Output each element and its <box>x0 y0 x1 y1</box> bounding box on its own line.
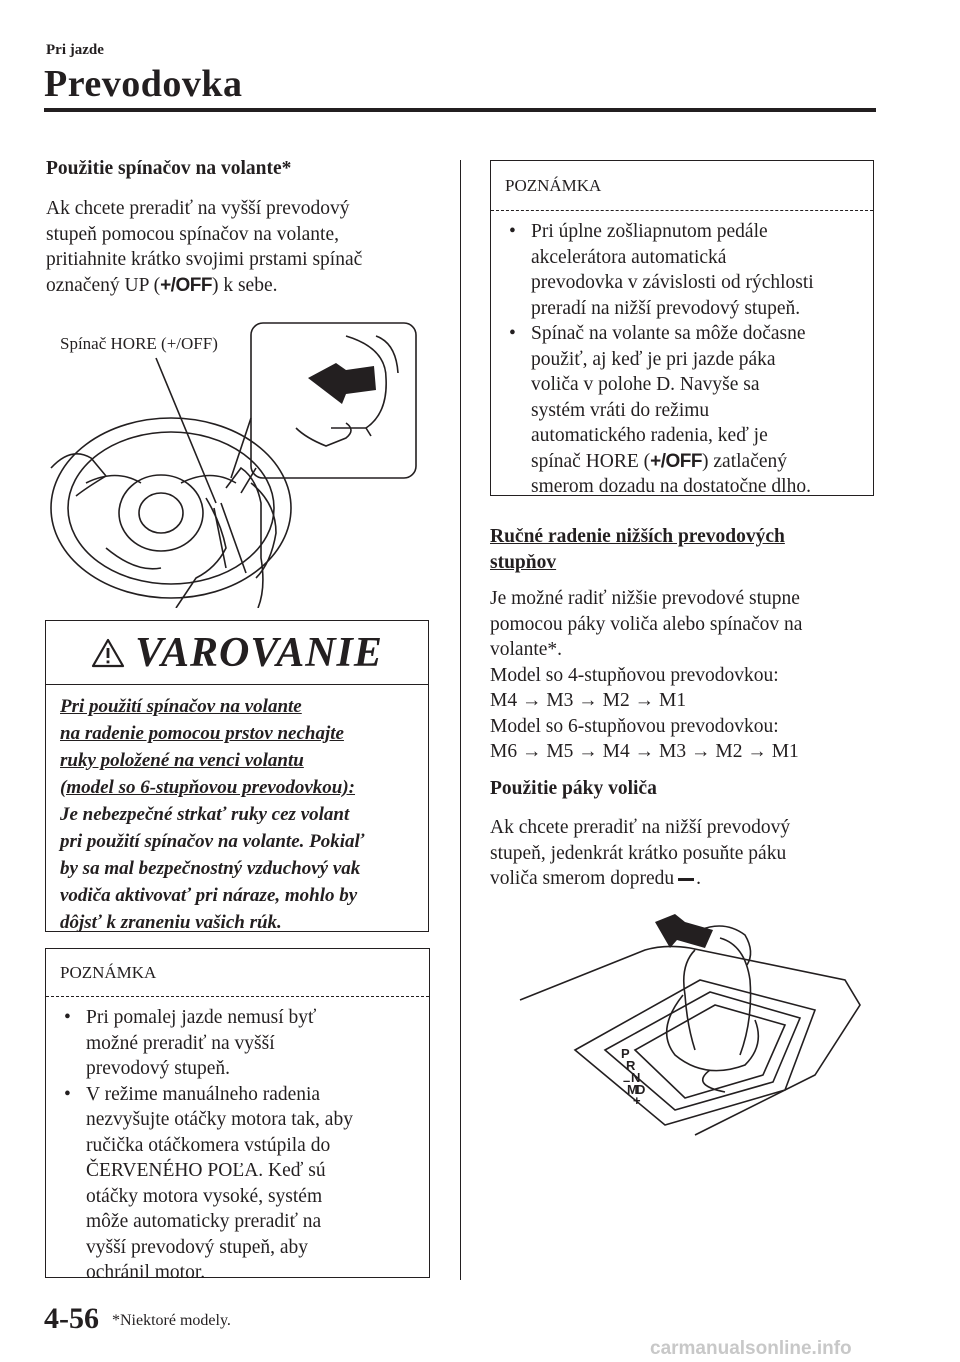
steering-wheel-illustration <box>46 318 436 608</box>
warning-box <box>45 620 429 932</box>
manual-downshift-heading: Ručné radenie nižších prevodových stupňov <box>490 526 785 573</box>
text-line: Model so 4-stupňovou prevodovkou: <box>490 664 779 686</box>
footnote: *Niektoré modely. <box>112 1312 231 1329</box>
text-line: Ak chcete preradiť na nižší prevodový <box>490 817 791 838</box>
steering-switch-heading: Použitie spínačov na volante* <box>46 158 292 179</box>
text-line: pritiahnite krátko svojimi prstami spínač <box>46 249 363 270</box>
text-line: pomocou páky voliča alebo spínačov na <box>490 613 803 635</box>
warning-line: by sa mal bezpečnostný vzduchový vak <box>60 858 361 879</box>
title-rule <box>44 108 876 112</box>
text-line: voliča smerom dopredu . <box>490 868 701 889</box>
warning-line: Je nebezpečné strkať ruky cez volant <box>60 804 350 825</box>
warning-triangle-icon <box>91 638 125 668</box>
shifter-label-plus: + <box>633 1093 641 1108</box>
note-list <box>509 219 871 500</box>
text-line: Ak chcete preradiť na vyšší prevodový <box>46 198 350 219</box>
note-title: POZNÁMKA <box>491 161 873 211</box>
shifter-label-p: P <box>621 1046 630 1061</box>
text-line: označený UP (+/OFF) k sebe. <box>46 273 432 299</box>
text-line: Model so 6-stupňovou prevodovkou: <box>490 715 779 737</box>
shifter-label-minus: – <box>623 1073 631 1088</box>
note-box-right <box>490 160 874 496</box>
warning-line: pri použití spínačov na volante. Pokiaľ <box>60 831 365 852</box>
steering-switch-paragraph <box>46 196 432 298</box>
selector-lever-paragraph <box>490 815 876 892</box>
section-label: Pri jazde <box>46 42 104 58</box>
text-line: stupeň, jedenkrát krátko posuňte páku <box>490 842 787 864</box>
warning-line: (model so 6-stupňovou prevodovkou): <box>60 777 356 798</box>
page-title: Prevodovka <box>44 63 243 105</box>
manual-downshift-paragraph <box>490 586 876 765</box>
arrow-icon <box>655 914 713 948</box>
warning-line: na radenie pomocou prstov nechajte <box>60 723 344 744</box>
warning-line: dôjsť k zraneniu vašich rúk. <box>60 912 282 933</box>
warning-text <box>60 693 420 936</box>
warning-line: Pri použití spínačov na volante <box>60 696 302 717</box>
warning-line: ruky položené na venci volantu <box>60 750 304 771</box>
shifter-label-r: R <box>626 1058 636 1073</box>
selector-lever-heading: Použitie páky voliča <box>490 778 657 799</box>
gear-sequence-4: M4 → M3 → M2 → M1 <box>490 690 687 711</box>
note-title: POZNÁMKA <box>46 949 429 997</box>
shifter-label-d: D <box>636 1082 646 1097</box>
text-line: stupeň pomocou spínačov na volante, <box>46 223 339 245</box>
arrow-icon <box>308 363 376 404</box>
bullet: • <box>64 1007 71 1028</box>
text-line: volante*. <box>490 639 563 660</box>
illustration-caption: Spínač HORE (+/OFF) <box>60 334 218 353</box>
minus-icon <box>678 878 694 881</box>
note-list <box>64 1005 424 1286</box>
bullet: • <box>509 221 516 242</box>
bullet: • <box>509 323 516 344</box>
shifter-label-n: N <box>631 1070 641 1085</box>
shift-lever-illustration <box>515 910 865 1140</box>
warning-title: VAROVANIE <box>135 629 383 676</box>
shifter-label-m: M <box>627 1082 638 1097</box>
note-item: • Spínač na volante sa môže dočasne použiť, aj keď je pri jazde páka voliča v polohe D. Navyše sa systém vráti do režimu automatického radenia, keď je spínač HORE (+/OFF) zatlačený smerom dozadu na dostatočne dlho. <box>509 323 811 497</box>
warning-line: vodiča aktivovať pri náraze, mohlo by <box>60 885 358 906</box>
page-number: 4-56 <box>44 1302 99 1335</box>
watermark: carmanualsonline.info <box>650 1338 852 1359</box>
gear-sequence-6: M6 → M5 → M4 → M3 → M2 → M1 <box>490 741 799 762</box>
plus-off-key-glyph: +/OFF <box>160 274 212 296</box>
note-item: • Pri pomalej jazde nemusí byť možné preradiť na vyšší prevodový stupeň. <box>64 1007 317 1079</box>
column-divider <box>460 160 461 1280</box>
note-box-left <box>45 948 430 1283</box>
warning-header <box>46 621 428 685</box>
note-item: • Pri úplne zošliapnutom pedále akcelerátora automatická prevodovka v závislosti od rýchlosti preradí na nižší prevodový stupeň. <box>509 221 814 319</box>
plus-off-key-glyph: +/OFF <box>650 450 703 472</box>
bullet: • <box>64 1083 71 1105</box>
text-line: Je možné radiť nižšie prevodové stupne <box>490 588 800 609</box>
note-item: • V režime manuálneho radenia nezvyšujte otáčky motora tak, aby ručička otáčkomera vstúpila do ČERVENÉHO POĽA. Keď sú otáčky motora vysoké, systém môže automaticky preradiť na vyšší prevodový stupeň, aby ochránil motor. <box>64 1083 353 1283</box>
